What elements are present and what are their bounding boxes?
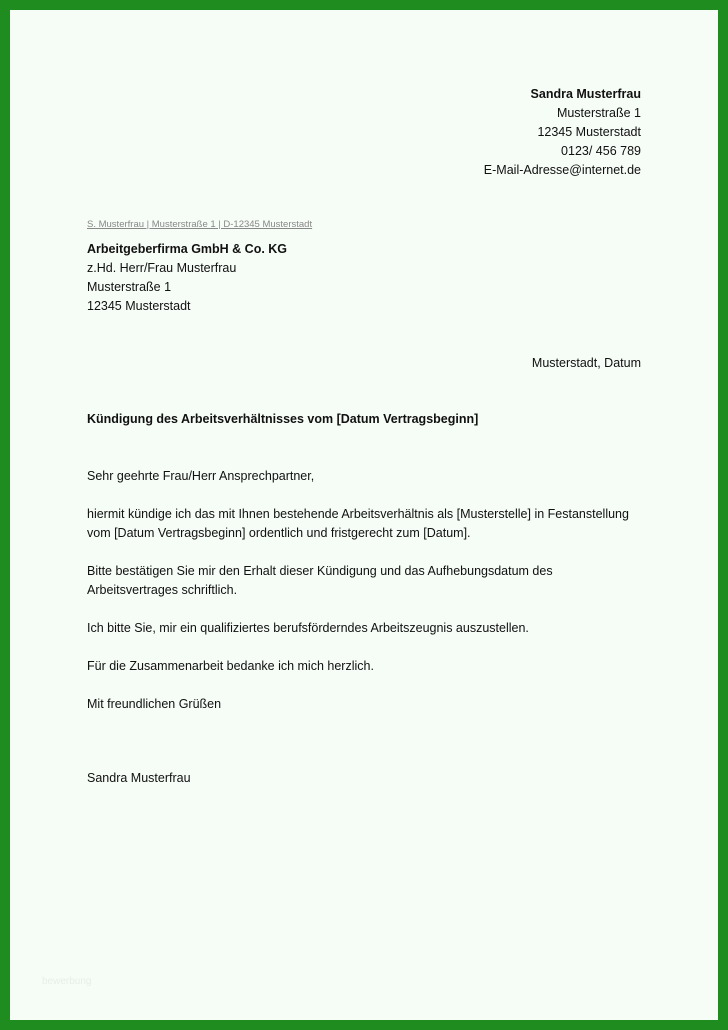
closing: Mit freundlichen Grüßen	[87, 697, 222, 711]
recipient-attention: z.Hd. Herr/Frau Musterfrau	[87, 261, 237, 275]
sender-city: 12345 Musterstadt	[537, 125, 641, 139]
sender-name: Sandra Musterfrau	[530, 87, 641, 101]
letter-page	[10, 10, 718, 1020]
sender-phone: 0123/ 456 789	[561, 144, 641, 158]
body-paragraph: Für die Zusammenarbeit bedanke ich mich herzlich.	[87, 659, 374, 673]
body-paragraph: Ich bitte Sie, mir ein qualifiziertes berufsförderndes Arbeitszeugnis auszustellen.	[87, 621, 529, 635]
recipient-city: 12345 Musterstadt	[87, 299, 191, 313]
watermark: bewerbung	[42, 976, 92, 987]
date-line: Musterstadt, Datum	[531, 356, 641, 370]
sender-address-block	[484, 85, 641, 180]
sender-email: E-Mail-Adresse@internet.de	[483, 163, 641, 177]
recipient-company: Arbeitgeberfirma GmbH & Co. KG	[87, 242, 288, 256]
sender-street: Musterstraße 1	[556, 106, 641, 120]
body-paragraph: hiermit kündige ich das mit Ihnen bestehende Arbeitsverhältnis als [Musterstelle] in Festanstellung vom [Datum Vertragsbeginn] ordentlich und fristgerecht zum [Datum].	[87, 507, 629, 540]
signature-name: Sandra Musterfrau	[87, 771, 191, 785]
letter-body	[87, 467, 641, 733]
recipient-street: Musterstraße 1	[87, 280, 172, 294]
subject-line: Kündigung des Arbeitsverhältnisses vom [Datum Vertragsbeginn]	[87, 412, 479, 426]
recipient-address-block	[87, 240, 287, 316]
return-address-line: S. Musterfrau | Musterstraße 1 | D-12345 Musterstadt	[87, 219, 313, 230]
body-paragraph: Bitte bestätigen Sie mir den Erhalt dieser Kündigung und das Aufhebungsdatum des Arbeitsvertrages schriftlich.	[87, 564, 553, 597]
salutation: Sehr geehrte Frau/Herr Ansprechpartner,	[87, 469, 315, 483]
